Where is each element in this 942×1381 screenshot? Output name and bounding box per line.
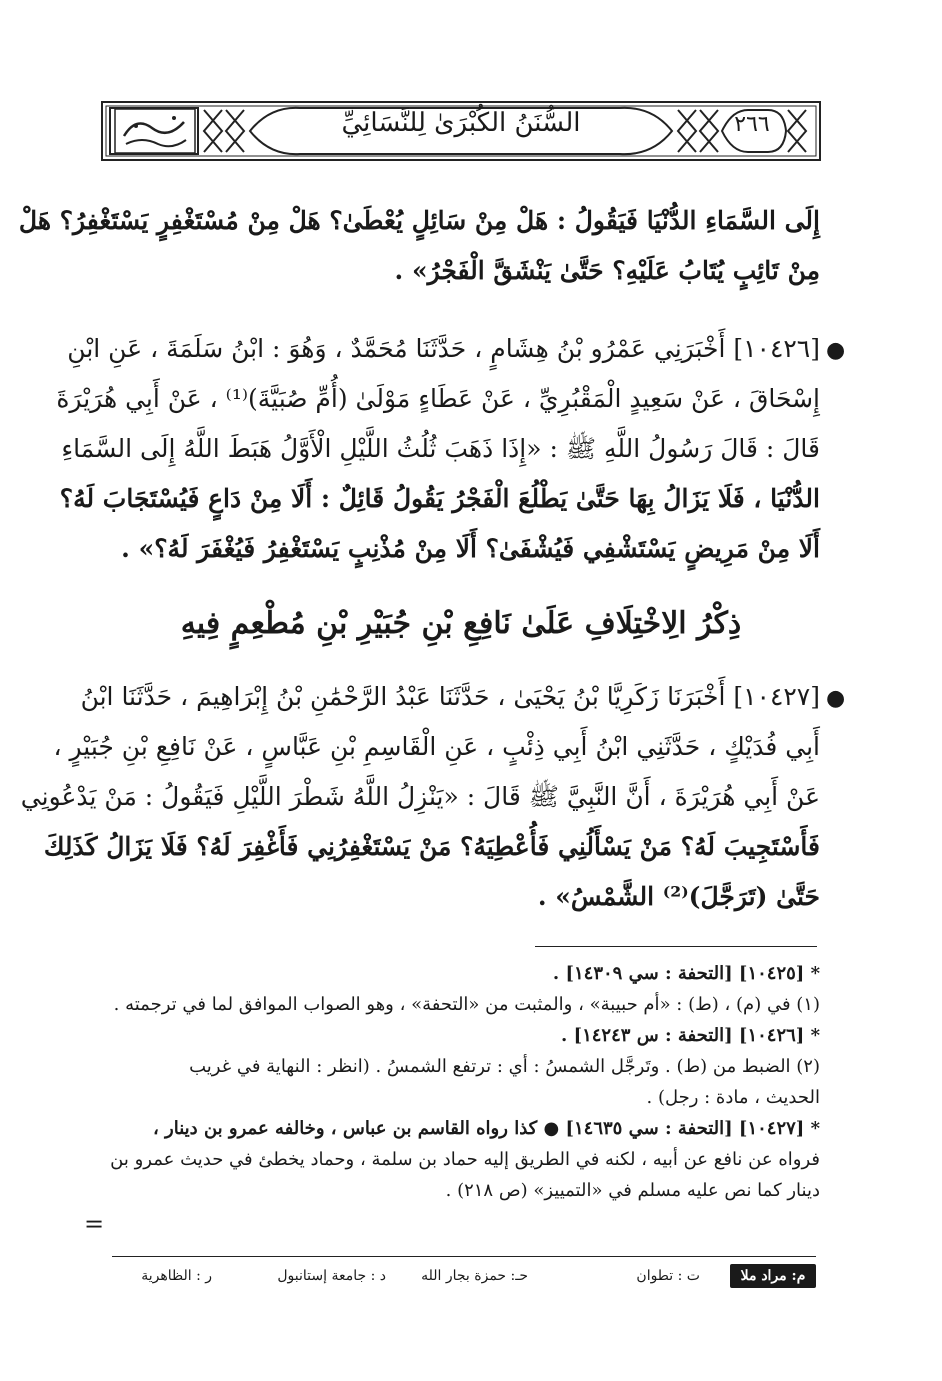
- footnote-line: * [١٠٤٢٧] [التحفة : سي ١٤٦٣٥] ● كذا رواه القاسم بن عباس ، وخالفه عمرو بن دينار ،: [152, 1118, 820, 1139]
- footnote-line: (٢) الضبط من (ط) . وتَرجَّل الشمسُ : أي : ترتفع الشمسُ . (انظر : النهاية في غريب: [189, 1056, 820, 1077]
- text-line: قَالَ : قَالَ رَسُولُ اللَّهِ ﷺ : «إِذَا ذَهَبَ ثُلُثُ اللَّيْلِ الْأَوَّلُ هَبَطَ اللَّهُ إِلَى السَّمَاءِ: [61, 434, 820, 463]
- text-line: أَلَا مِنْ مَرِيضٍ يَسْتَشْفِي فَيُشْفَىٰ؟ أَلَا مِنْ مُذْنِبٍ يَسْتَغْفِرُ فَيُغْفَرَ لَهُ؟» .: [121, 534, 820, 563]
- siglum-t: ت : تطوان: [636, 1268, 700, 1284]
- siglum-h: حـ: حمزة بجار الله: [421, 1268, 528, 1284]
- footnote-divider: [535, 946, 817, 947]
- footnotes: [104, 958, 820, 1206]
- bullet-icon: ●: [826, 338, 846, 363]
- footnote-line: (١) في (م) ، (ط) : «أم حبيبة» ، والمثبت من «التحفة» ، وهو الصواب الموافق لما في ترجمته .: [113, 994, 820, 1015]
- siglum-r: ر : الظاهرية: [141, 1268, 212, 1284]
- footnote-line: * [١٠٤٢٥] [التحفة : سي ١٤٣٠٩] .: [552, 963, 820, 984]
- text-line: الدُّنْيَا ، فَلَا يَزَالُ بِهَا حَتَّىٰ يَطْلُعَ الْفَجْرُ يَقُولُ قَائِلٌ : أَلَا مِنْ دَاعٍ فَيُسْتَجَابَ لَهُ؟: [59, 484, 820, 513]
- text-line: فَأَسْتَجِيبَ لَهُ؟ مَنْ يَسْأَلُنِي فَأُعْطِيَهُ؟ مَنْ يَسْتَغْفِرُنِي فَأَغْفِرَ لَهُ؟ فَلَا يَزَالُ كَذَلِكَ: [43, 832, 820, 861]
- text-line: أَبِي فُدَيْكٍ ، حَدَّثَنِي ابْنُ أَبِي ذِئْبٍ ، عَنِ الْقَاسِمِ بْنِ عَبَّاسٍ ، عَنْ نَافِعِ بْنِ جُبَيْرٍ ،: [53, 732, 820, 761]
- header-page-number: ٢٦٦: [734, 112, 770, 137]
- footnote-line: فرواه عن نافع عن أبيه ، لكنه في الطريق إليه حماد بن سلمة ، وحماد يخطئ في حديث عمرو بن: [110, 1149, 820, 1170]
- manuscript-sigla-footer: [112, 1264, 816, 1292]
- text-line: حَتَّىٰ (تَرَجَّلَ)⁽²⁾ الشَّمْسُ» .: [537, 882, 820, 911]
- text-line: [١٠٤٢٦] أَخْبَرَنِي عَمْرُو بْنُ هِشَامٍ ، حَدَّثَنَا مُحَمَّدٌ ، وَهُوَ : ابْنُ سَلَمَةَ ، عَنِ ابْنِ: [67, 334, 820, 363]
- text-line: إِسْحَاقَ ، عَنْ سَعِيدٍ الْمَقْبُرِيِّ ، عَنْ عَطَاءٍ مَوْلَىٰ (أُمِّ صُبَيَّةَ)⁽¹⁾ ، عَنْ أَبِي هُرَيْرَةَ: [56, 384, 820, 413]
- footer-divider: [112, 1256, 816, 1257]
- hadith-10426: [56, 324, 820, 574]
- footnote-line: * [١٠٤٢٦] [التحفة : س ١٤٢٤٣] .: [561, 1025, 820, 1046]
- siglum-d: د : جامعة إستانبول: [277, 1268, 386, 1284]
- header-book-title: السُّنَنُ الكُبْرَىٰ لِلنَّسَائِيِّ: [341, 108, 581, 138]
- section-title: ذِكْرُ الِاخْتِلَافِ عَلَىٰ نَافِعِ بْنِ جُبَيْرِ بْنِ مُطْعِمٍ فِيهِ: [180, 606, 742, 641]
- page-header: [100, 98, 822, 164]
- hadith-10427: [20, 672, 820, 922]
- footer-badge: م: مراد ملا: [730, 1264, 816, 1288]
- intro-paragraph: [18, 196, 820, 296]
- bullet-icon: ●: [826, 686, 846, 711]
- continuation-mark: =: [84, 1210, 105, 1238]
- text-line: مِنْ تَائِبٍ يُتَابُ عَلَيْهِ؟ حَتَّىٰ يَنْشَقَّ الْفَجْرُ» .: [394, 256, 820, 285]
- text-line: عَنْ أَبِي هُرَيْرَةَ ، أَنَّ النَّبِيَّ ﷺ قَالَ : «يَنْزِلُ اللَّهُ شَطْرَ اللَّيْلِ فَيَقُولُ : مَنْ يَدْعُونِي: [20, 782, 820, 811]
- text-line: إِلَى السَّمَاءِ الدُّنْيَا فَيَقُولُ : هَلْ مِنْ سَائِلٍ يُعْطَىٰ؟ هَلْ مِنْ مُسْتَغْفِرٍ يَسْتَغْفِرُ؟ هَلْ: [18, 206, 820, 235]
- footnote-line: الحديث ، مادة : رجل) .: [646, 1087, 820, 1108]
- text-line: [١٠٤٢٧] أَخْبَرَنَا زَكَرِيَّا بْنُ يَحْيَىٰ ، حَدَّثَنَا عَبْدُ الرَّحْمَٰنِ بْنُ إِبْرَاهِيمَ ، حَدَّثَنَا ابْنُ: [80, 682, 820, 711]
- footnote-line: دينار كما نص عليه مسلم في «التمييز» (ص ٢١٨) .: [445, 1180, 820, 1201]
- book-logo: [112, 106, 198, 156]
